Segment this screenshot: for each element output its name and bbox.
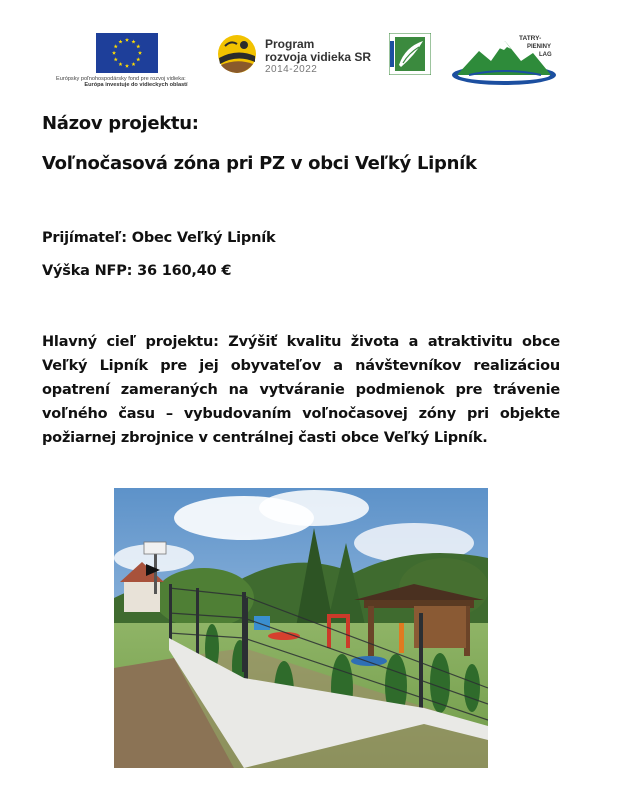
lag-tatry-pieniny-logo-icon	[449, 31, 559, 87]
eu-caption-slogan: Európa investuje do vidieckych oblastí	[84, 82, 188, 88]
project-name: Voľnočasová zóna pri PZ v obci Veľký Lipník	[42, 153, 477, 174]
prv-emblem-icon	[217, 34, 257, 74]
lag-text-top: TATRY-	[519, 35, 542, 42]
eu-star-icon	[136, 44, 140, 48]
project-amount: Výška NFP: 36 160,40 €	[42, 263, 232, 279]
eu-star-icon	[131, 40, 135, 44]
eu-star-icon	[114, 44, 118, 48]
eu-star-icon	[118, 62, 122, 66]
lag-text-bot: LAG	[539, 52, 552, 58]
prv-years: 2014-2022	[265, 64, 318, 75]
eu-star-icon	[131, 62, 135, 66]
eu-star-icon	[136, 57, 140, 61]
prv-title-line1: Program	[265, 37, 315, 51]
eu-star-icon	[125, 38, 129, 42]
eu-star-icon	[112, 51, 116, 55]
project-goal: Hlavný cieľ projektu: Zvýšiť kvalitu života a atraktivitu obce Veľký Lipník pre jej obyvateľov a návštevníkov realizáciou opatrení zameraných na vytváranie podmienok pre trávenie voľného času – vybudovaním voľnočasovej zóny pri objekte požiarnej zbrojnice v centrálnej časti obce Veľký Lipník.	[42, 334, 560, 446]
lag-text-mid: PIENINY	[527, 44, 552, 50]
leader-logo-icon	[389, 33, 431, 75]
prv-title-line2: rozvoja vidieka SR	[265, 50, 372, 64]
eu-star-icon	[138, 51, 142, 55]
eu-logo	[56, 33, 216, 88]
eu-star-icon	[125, 64, 129, 68]
eu-star-icon	[114, 57, 118, 61]
eu-star-icon	[118, 40, 122, 44]
prv-logo	[217, 34, 387, 74]
leisure-zone-photo	[114, 488, 488, 768]
eu-caption-fund: Európsky poľnohospodársky fond pre rozvoj vidieka:	[56, 76, 186, 82]
project-recipient: Prijímateľ: Obec Veľký Lipník	[42, 230, 276, 246]
eu-flag-icon	[96, 33, 158, 73]
logo-strip	[0, 28, 635, 88]
project-name-label: Názov projektu:	[42, 113, 199, 134]
